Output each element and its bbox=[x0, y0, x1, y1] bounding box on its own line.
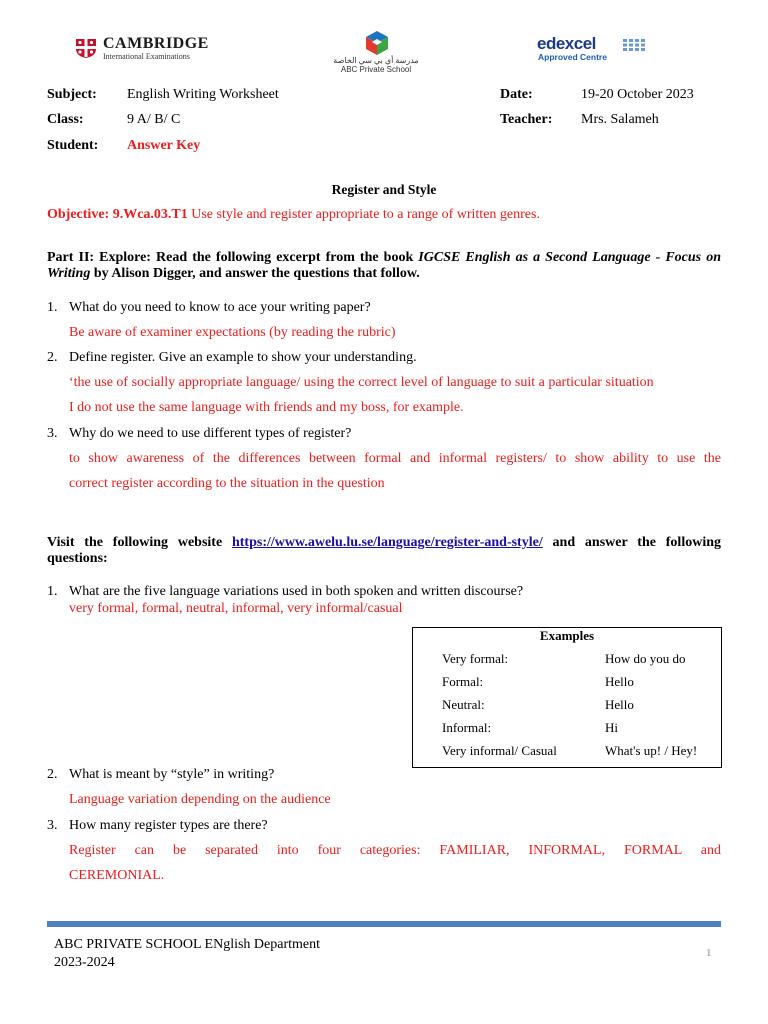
answer-2-1: very formal, formal, neutral, informal, very informal/casual bbox=[69, 601, 403, 616]
cambridge-shield-icon bbox=[75, 38, 97, 58]
footer-divider bbox=[47, 921, 721, 927]
cambridge-logo-subtitle: International Examinations bbox=[103, 52, 190, 61]
answer-1-1: Be aware of examiner expectations (by reading the rubric) bbox=[69, 325, 396, 340]
question-text: Why do we need to use different types of register? bbox=[69, 426, 352, 441]
question-number: 1. bbox=[47, 584, 58, 599]
cambridge-logo bbox=[75, 36, 225, 62]
register-level: Informal: bbox=[442, 720, 492, 735]
objective bbox=[47, 207, 540, 223]
subject-value: English Writing Worksheet bbox=[127, 87, 279, 102]
answer-2-2: Language variation depending on the audience bbox=[69, 792, 331, 807]
question-number: 3. bbox=[47, 818, 58, 833]
register-example: How do you do bbox=[605, 651, 686, 666]
answer-1-2-line2: I do not use the same language with friends and my boss, for example. bbox=[69, 400, 464, 415]
register-level: Neutral: bbox=[442, 697, 485, 712]
question-number: 1. bbox=[47, 300, 58, 315]
register-example: What's up! / Hey! bbox=[605, 743, 698, 758]
question-text: What do you need to know to ace your writing paper? bbox=[69, 300, 371, 315]
part2-lead: Part II: Explore: Read the following excerpt from the book bbox=[47, 250, 419, 265]
answer-1-2-line1: ‘the use of socially appropriate language/ using the correct level of language to suit a particular situation bbox=[69, 375, 654, 390]
date-label: Date: bbox=[500, 87, 533, 102]
class-label: Class: bbox=[47, 112, 84, 127]
date-value: 19-20 October 2023 bbox=[581, 87, 694, 102]
question-text: Define register. Give an example to show your understanding. bbox=[69, 350, 417, 365]
examples-table bbox=[412, 627, 722, 768]
question-number: 3. bbox=[47, 426, 58, 441]
question-number: 2. bbox=[47, 350, 58, 365]
footer-year: 2023-2024 bbox=[54, 955, 115, 970]
subject-label: Subject: bbox=[47, 87, 97, 102]
register-level: Formal: bbox=[442, 674, 484, 689]
abc-cube-icon bbox=[364, 30, 390, 56]
register-level: Very formal: bbox=[442, 651, 509, 666]
teacher-value: Mrs. Salameh bbox=[581, 112, 659, 127]
answer-1-3-line2: correct register according to the situation in the question bbox=[69, 476, 385, 491]
visit-tail: and answer the following questions: bbox=[47, 535, 721, 566]
page-number: 1 bbox=[706, 947, 712, 959]
footer-department: ABC PRIVATE SCHOOL ENglish Department bbox=[54, 937, 320, 952]
question-number: 2. bbox=[47, 767, 58, 782]
answer-2-3-line2: CEREMONIAL. bbox=[69, 868, 165, 883]
visit-lead: Visit the following website bbox=[47, 535, 232, 550]
teacher-label: Teacher: bbox=[500, 112, 553, 127]
worksheet-title: Register and Style bbox=[331, 182, 437, 197]
register-example: Hello bbox=[605, 697, 634, 712]
objective-text: Use style and register appropriate to a range of written genres. bbox=[187, 207, 540, 222]
part2-instructions bbox=[47, 250, 721, 282]
examples-title: Examples bbox=[539, 628, 595, 643]
part2-tail: by Alison Digger, and answer the questions that follow. bbox=[90, 266, 420, 281]
answer-1-3-line1: to show awareness of the differences between formal and informal registers/ to show ability to use the bbox=[69, 451, 721, 466]
cambridge-logo-name: CAMBRIDGE bbox=[103, 35, 209, 52]
abc-school-logo bbox=[328, 30, 424, 76]
question-text: What are the five language variations used in both spoken and written discourse? bbox=[69, 584, 524, 599]
visit-instructions bbox=[47, 535, 721, 567]
part2-book-title: IGCSE English as a Second Language - Focus on Writing bbox=[47, 250, 721, 281]
question-text: How many register types are there? bbox=[69, 818, 268, 833]
student-label: Student: bbox=[47, 138, 99, 153]
website-link[interactable]: https://www.awelu.lu.se/language/register-and-style/ bbox=[231, 535, 543, 550]
student-value: Answer Key bbox=[127, 138, 201, 153]
register-example: Hi bbox=[605, 720, 618, 735]
register-level: Very informal/ Casual bbox=[442, 743, 557, 758]
abc-logo-english: ABC Private School bbox=[340, 65, 412, 74]
answer-2-3-line1: Register can be separated into four categories: FAMILIAR, INFORMAL, FORMAL and bbox=[69, 843, 721, 858]
register-example: Hello bbox=[605, 674, 634, 689]
question-text: What is meant by “style” in writing? bbox=[69, 767, 275, 782]
objective-code: Objective: 9.Wca.03.T1 bbox=[47, 207, 188, 222]
edexcel-logo-name: edexcel bbox=[537, 34, 596, 53]
class-value: 9 A/ B/ C bbox=[127, 112, 181, 127]
abc-logo-arabic: مدرسة أي بي سي الخاصة bbox=[333, 56, 419, 65]
edexcel-logo-subtitle: Approved Centre bbox=[538, 52, 607, 62]
edexcel-grid-icon bbox=[623, 39, 649, 51]
edexcel-logo bbox=[537, 36, 657, 64]
